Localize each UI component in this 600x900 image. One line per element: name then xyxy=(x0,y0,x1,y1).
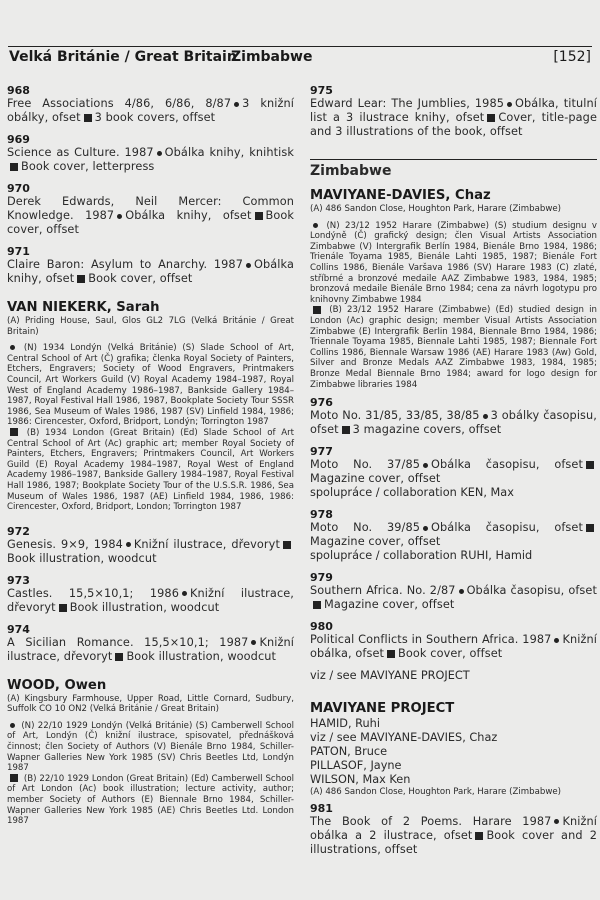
project-address: (A) 486 Sandon Close, Houghton Park, Harare (Zimbabwe) xyxy=(310,787,562,798)
catalog-entry-974 xyxy=(7,623,294,664)
entry-description: The Book of 2 Poems. Harare 1987 Knižní obálka a 2 ilustrace, ofset Book cover and 2 illustrations, offset xyxy=(310,814,597,856)
bullet-czech-icon xyxy=(251,640,256,645)
square-english-icon xyxy=(475,832,483,840)
entry-number: 972 xyxy=(7,524,30,538)
entry-description: Moto No. 37/85 Obálka časopisu, ofsetMagazine cover, offset xyxy=(310,458,597,486)
artist-bio-czech: (N) 23/12 1952 Harare (Zimbabwe) (S) studium designu v Londýně (Č) grafický design; člen Visual Artists Association Zimbabwe (V) Intergrafik Berlín 1984, Bienále Brno 1984, 1986; Trienále Toyama 1985, Bienále Lahti 1985, 1987; Bienále Fort Collins 1986, Bienále Varšava 1986 (SV) Harare 1983 (C) zlaté, stříbrné a bronzové medaile AAZ Zimbabwe 1983, 1984, 1985; bronzová medaile Bienále Brno 1984; cena za návrh logotypu pro knihovny Zimbabwe 1984 xyxy=(310,220,597,305)
project-member: HAMID, Ruhi xyxy=(310,717,380,731)
section-title-zimbabwe: Zimbabwe xyxy=(310,163,392,179)
square-english-icon xyxy=(487,114,495,122)
entry-description: Castles. 15,5×10,1; 1986 Knižní ilustrace, dřevoryt Book illustration, woodcut xyxy=(7,586,294,614)
bullet-czech-icon xyxy=(423,463,428,468)
artist-name-maviyane-project: MAVIYANE PROJECT xyxy=(310,701,455,717)
project-member: PILLASOF, Jayne xyxy=(310,759,402,773)
catalog-entry-979 xyxy=(310,571,597,612)
square-english-icon xyxy=(586,461,594,469)
page-header xyxy=(9,49,591,69)
square-english-icon xyxy=(10,774,18,782)
project-member: PATON, Bruce xyxy=(310,745,388,759)
entry-description: Political Conflicts in Southern Africa. 1987 Knižní obálka, ofset Book cover, offset xyxy=(310,633,597,661)
artist-name-wood: WOOD, Owen xyxy=(7,677,107,693)
bullet-czech-icon xyxy=(554,819,559,824)
square-english-icon xyxy=(115,653,123,661)
square-english-icon xyxy=(10,163,18,171)
square-english-icon xyxy=(10,428,18,436)
bullet-czech-icon xyxy=(246,263,251,268)
artist-address: (A) Kingsbury Farmhouse, Upper Road, Little Cornard, Sudbury, Suffolk CO 10 ON2 (Velká Británie / Great Britain) xyxy=(7,693,294,715)
entry-number: 981 xyxy=(310,801,333,815)
bullet-czech-icon xyxy=(126,542,131,547)
entry-description: Free Associations 4/86, 6/86, 8/87 3 knižní obálky, ofset 3 book covers, offset xyxy=(7,97,294,124)
square-english-icon xyxy=(84,114,92,122)
entry-description: Edward Lear: The Jumblies, 1985 Obálka, titulní list a 3 ilustrace knihy, ofset Cover, title-page and 3 illustrations of the book, offset xyxy=(310,97,597,138)
artist-bio-czech: (N) 1934 Londýn (Velká Británie) (S) Slade School of Art, Central School of Art (Č) grafika; členka Royal Society of Painters, Etchers, Engravers; Society of Wood Engravers, Printmakers Council, Art Workers Guild (V) Royal Academy 1984–1987, Royal West of England Academy 1986–1987, Bankside Gallery 1984–1987, Royal Festival Hall 1986, 1987, Bookplate Society Tour SSSR 1986, Sea Museum of Wales 1986, 1987 (SV) Linfield 1984, 1986; 1986: Cirencester, Oxford, Bridport, Londýn; Torrington 1987 xyxy=(7,343,295,428)
entry-number: 979 xyxy=(310,571,333,585)
entry-description: Derek Edwards, Neil Mercer: Common Knowledge. 1987 Obálka knihy, ofset Book cover, offset xyxy=(7,195,295,236)
square-english-icon xyxy=(59,604,67,612)
entry-number: 980 xyxy=(310,620,333,634)
project-member: WILSON, Max Ken xyxy=(310,773,411,787)
catalog-entry-975 xyxy=(310,84,597,139)
catalog-entry-969 xyxy=(7,133,294,174)
bullet-czech-icon xyxy=(10,345,15,350)
header-rule xyxy=(8,46,592,47)
entry-number: 977 xyxy=(310,445,333,459)
entry-description: Moto No. 39/85 Obálka časopisu, ofsetMagazine cover, offset xyxy=(310,521,597,549)
bullet-czech-icon xyxy=(117,214,122,219)
artist-bio-english: (B) 1934 London (Great Britain) (Ed) Slade School of Art Central School of Art (Ac) graphic art; member Royal Society of Painters, Etchers, Engravers; Printmakers Council, Art Workers Guild (E) Royal Academy 1984–1987, Royal West of England Academy 1986–1987, Bankside Gallery 1984–1987, Royal Festival Hall 1986, 1987; Bookplate Society Tour of the U.S.S.R. 1986, Sea Museum of Wales 1986, 1987 (AE) Linfield 1984, 1986, 1986: Cirencester, Oxford, Bridport, London; Torrington 1987 xyxy=(7,427,295,513)
entry-number: 974 xyxy=(7,622,30,636)
bullet-czech-icon xyxy=(554,638,559,643)
entry-number: 971 xyxy=(7,245,30,258)
right-column xyxy=(310,84,597,865)
entry-description: A Sicilian Romance. 15,5×10,1; 1987 Knižní ilustrace, dřevoryt Book illustration, woodcut xyxy=(7,635,294,663)
entry-number: 973 xyxy=(7,573,30,587)
entry-description: Genesis. 9×9, 1984 Knižní ilustrace, dřevorytBook illustration, woodcut xyxy=(7,538,294,566)
artist-bio-czech: (N) 22/10 1929 Londýn (Velká Británie) (S) Camberwell School of Art, Londýn (Č) knižní ilustrace, spisovatel, přednášková činnost; člen Society of Authors (V) Bienále Brno 1984, Schiller-Wapner Galleries New York 1985 (SV) Chris Beetles Ltd, Londýn 1987 xyxy=(7,720,294,774)
square-english-icon xyxy=(77,275,85,283)
catalog-entry-980 xyxy=(310,620,597,661)
artist-bio-english: (B) 23/12 1952 Harare (Zimbabwe) (Ed) studied design in London (Ac) graphic design; member Visual Artists Association Zimbabwe (E) Intergrafik Berlin 1984, Biennale Brno 1984, 1986; Triennale Toyama 1985, Biennale Lahti 1985, 1987; Biennale Fort Collins 1986, Biennale Warsaw 1986 (AE) Harare 1983 (Aw) Gold, Silver and Bronze Medals AAZ Zimbabwe 1983, 1984, 1985; Bronze Medal Biennale Brno 1984; award for logo design for Zimbabwe libraries 1984 xyxy=(310,305,597,390)
bullet-czech-icon xyxy=(182,591,187,596)
see-also-reference: viz / see MAVIYANE PROJECT xyxy=(310,669,470,683)
catalog-entry-981 xyxy=(310,802,597,857)
entry-description: Southern Africa. No. 2/87 Obálka časopisu, ofsetMagazine cover, offset xyxy=(310,584,598,612)
header-country-great-britain: Velká Británie / Great Britain xyxy=(9,49,237,65)
square-english-icon xyxy=(255,212,263,220)
project-member-see-also: viz / see MAVIYANE-DAVIES, Chaz xyxy=(310,731,498,745)
catalog-entry-968 xyxy=(7,84,294,125)
bullet-czech-icon xyxy=(483,414,488,419)
catalog-entry-977 xyxy=(310,445,597,500)
catalog-entry-973 xyxy=(7,574,294,615)
bullet-czech-icon xyxy=(423,526,428,531)
collaboration-note: spolupráce / collaboration RUHI, Hamid xyxy=(310,549,533,563)
catalog-entry-971 xyxy=(7,245,294,286)
entry-description: Claire Baron: Asylum to Anarchy. 1987 Obálka knihy, ofset Book cover, offset xyxy=(7,258,294,285)
bullet-czech-icon xyxy=(507,102,512,107)
bullet-czech-icon xyxy=(313,223,318,228)
artist-address: (A) Priding House, Saul, Glos GL2 7LG (Velká Británie / Great Britain) xyxy=(7,316,294,337)
entry-description: Science as Culture. 1987 Obálka knihy, knihtiskBook cover, letterpress xyxy=(7,146,294,173)
square-english-icon xyxy=(313,306,321,314)
bullet-czech-icon xyxy=(459,589,464,594)
entry-number: 976 xyxy=(310,396,333,410)
artist-address: (A) 486 Sandon Close, Houghton Park, Harare (Zimbabwe) xyxy=(310,204,562,214)
bullet-czech-icon xyxy=(157,151,162,156)
artist-name-van-niekerk: VAN NIEKERK, Sarah xyxy=(7,300,160,315)
left-column xyxy=(7,84,294,827)
square-english-icon xyxy=(283,541,291,549)
entry-number: 970 xyxy=(7,182,30,195)
catalog-entry-976 xyxy=(310,396,597,437)
square-english-icon xyxy=(586,524,594,532)
catalog-entry-978 xyxy=(310,508,597,563)
header-country-zimbabwe: Zimbabwe xyxy=(231,49,313,65)
collaboration-note: spolupráce / collaboration KEN, Max xyxy=(310,486,514,500)
section-rule xyxy=(310,159,597,160)
artist-name-maviyane-davies: MAVIYANE-DAVIES, Chaz xyxy=(310,188,491,203)
entry-description: Moto No. 31/85, 33/85, 38/85 3 obálky časopisu, ofset 3 magazine covers, offset xyxy=(310,409,597,437)
square-english-icon xyxy=(387,650,395,658)
entry-number: 969 xyxy=(7,133,30,146)
entry-number: 968 xyxy=(7,84,30,97)
catalog-entry-970 xyxy=(7,182,294,237)
artist-bio-english: (B) 22/10 1929 London (Great Britain) (Ed) Camberwell School of Art London (Ac) book illustration; lecture activity, author; member Society of Authors (E) Biennale Brno 1984, Schiller-Wapner Galleries New York 1985 (AE) Chris Beetles Ltd. London 1987 xyxy=(7,773,295,827)
page-number: [152] xyxy=(553,49,591,65)
bullet-czech-icon xyxy=(234,102,239,107)
square-english-icon xyxy=(342,426,350,434)
catalog-entry-972 xyxy=(7,525,294,566)
entry-number: 975 xyxy=(310,84,333,97)
bullet-czech-icon xyxy=(10,723,15,728)
square-english-icon xyxy=(313,601,321,609)
entry-number: 978 xyxy=(310,508,333,522)
